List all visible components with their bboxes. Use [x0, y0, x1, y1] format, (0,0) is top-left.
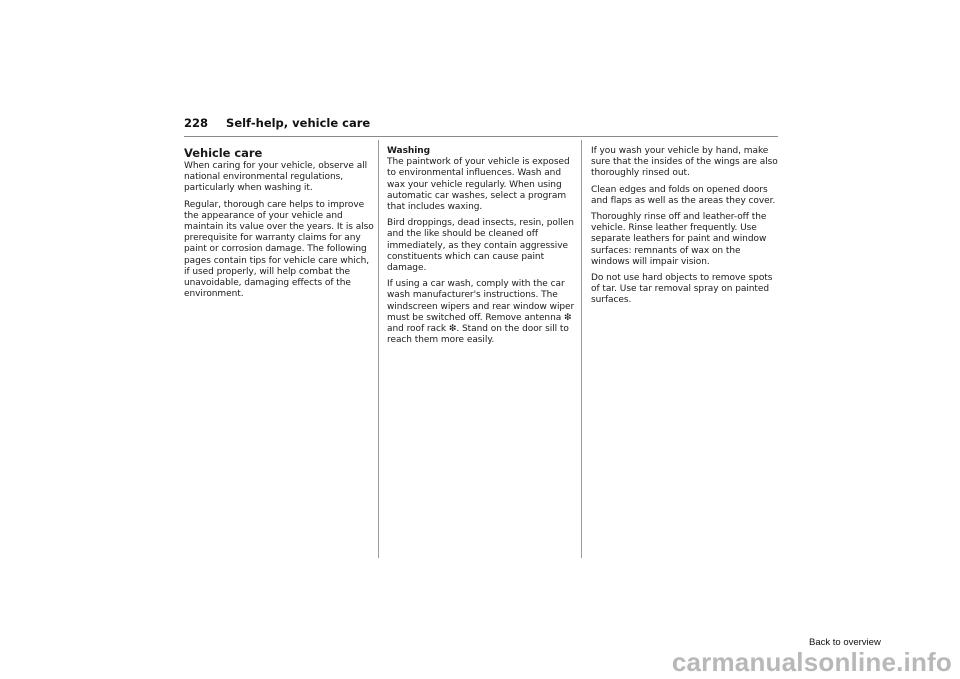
paragraph: Clean edges and folds on opened doors and flaps as well as the areas they cover.: [591, 184, 776, 206]
text-run: If using a car wash, comply with the car wash manufacturer's instructions. The windscreen wipers and rear window wiper must be switched off. Remove antenna: [387, 279, 575, 323]
paragraph: The paintwork of your vehicle is exposed to environmental influences. Wash and wax your vehicle regularly. When using automatic car washes, select a program that includes waxing.: [387, 157, 570, 213]
reference-icon[interactable]: ❇: [564, 312, 572, 323]
column-divider-2: [581, 140, 582, 558]
paragraph: Do not use hard objects to remove spots of tar. Use tar removal spray on painted surfaces.: [591, 273, 773, 306]
section-title: Vehicle care: [184, 146, 263, 160]
reference-icon[interactable]: ❇: [448, 324, 457, 335]
subsection-title: Washing: [387, 146, 431, 156]
watermark: [0, 647, 960, 678]
column-3: [591, 146, 781, 312]
chapter-title: Self-help, vehicle care: [226, 116, 371, 130]
column-divider-1: [378, 140, 379, 558]
column-1: [184, 146, 374, 305]
watermark-text: carmanualsonline.info: [671, 647, 952, 677]
paragraph: [387, 279, 577, 346]
text-run: and roof rack: [387, 324, 449, 335]
text-run: . Stand on the door sill to reach them more easily.: [387, 324, 569, 346]
header-rule: [184, 136, 778, 137]
back-to-overview-link[interactable]: Back to overview: [809, 637, 881, 648]
paragraph: Bird droppings, dead insects, resin, pollen and the like should be cleaned off immediately, as they contain aggressive constituents which can cause paint damage.: [387, 218, 574, 274]
page-header: [184, 116, 370, 130]
paragraph: When caring for your vehicle, observe all national environmental regulations, particularly when washing it.: [184, 161, 368, 194]
paragraph: Regular, thorough care helps to improve the appearance of your vehicle and maintain its value over the years. It is also prerequisite for warranty claims for any paint or corrosion damage. The following pages contain tips for vehicle care which, if used properly, will help combat the unavoidable, damaging effects of the environment.: [184, 199, 374, 300]
column-2: [387, 146, 577, 351]
paragraph: Thoroughly rinse off and leather-off the vehicle. Rinse leather frequently. Use separate leathers for paint and window surfaces: remnants of wax on the windows will impair vision.: [591, 212, 767, 267]
page-number: 228: [184, 116, 209, 130]
paragraph: If you wash your vehicle by hand, make sure that the insides of the wings are also thoroughly rinsed out.: [591, 146, 778, 179]
